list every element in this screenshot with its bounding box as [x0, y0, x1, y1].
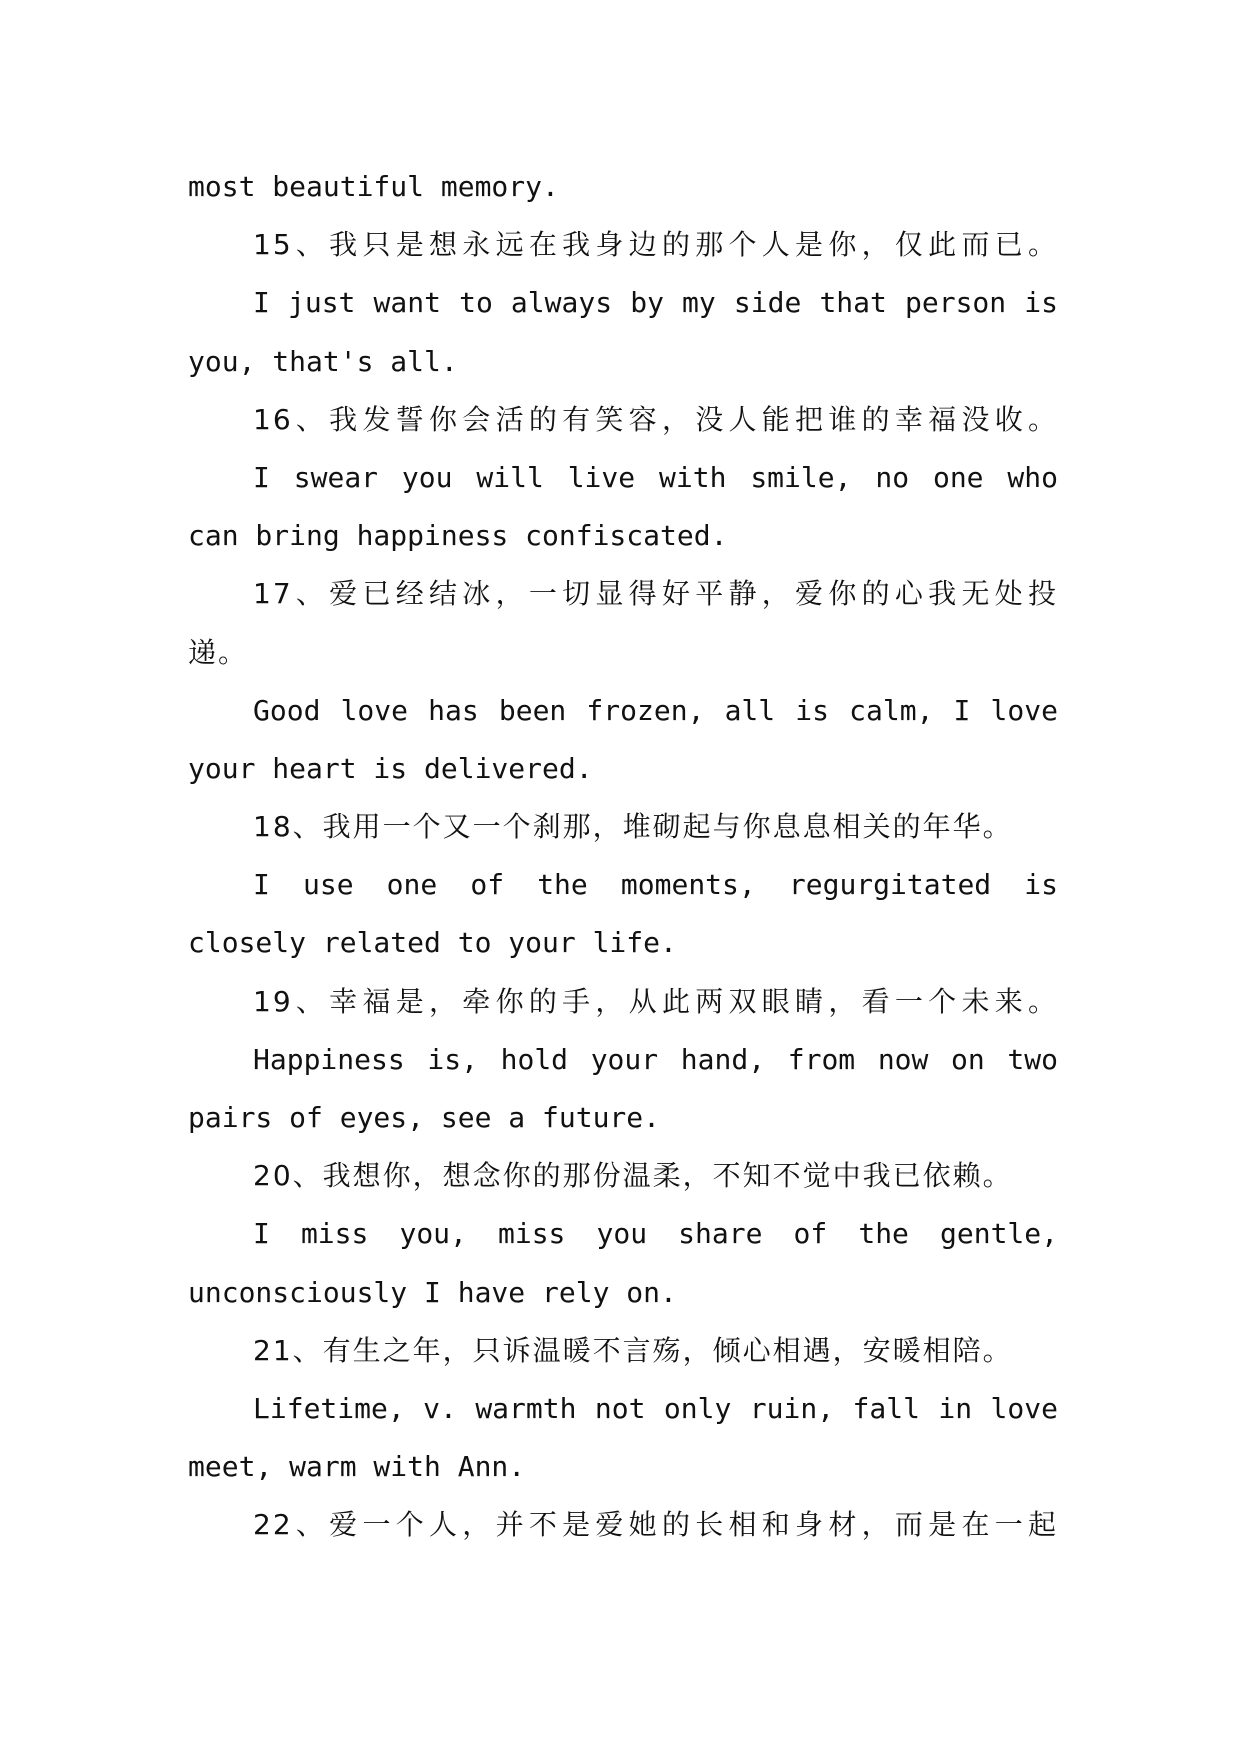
quote-english-line: you, that's all.: [188, 344, 458, 378]
numbered-quote-chinese: 15、我只是想永远在我身边的那个人是你，仅此而已。: [253, 228, 1058, 262]
quote-english-line: Lifetime, v. warmth not only ruin, fall in love: [253, 1391, 1058, 1425]
quote-english-line: I just want to always by my side that person is: [253, 286, 1058, 320]
numbered-quote-chinese: 22、爱一个人，并不是爱她的长相和身材，而是在一起: [253, 1508, 1058, 1542]
quote-english-line: meet, warm with Ann.: [188, 1450, 526, 1484]
quote-english-line: closely related to your life.: [188, 926, 677, 960]
quote-english-line: I use one of the moments, regurgitated is: [253, 868, 1058, 902]
quote-english-line: pairs of eyes, see a future.: [188, 1101, 661, 1134]
quote-english-line: your heart is delivered.: [188, 751, 593, 785]
numbered-quote-chinese: 21、有生之年，只诉温暖不言殇，倾心相遇，安暖相陪。: [253, 1333, 1013, 1367]
document-body: [188, 158, 1058, 1555]
numbered-quote-chinese: 16、我发誓你会活的有笑容，没人能把谁的幸福没收。: [253, 402, 1058, 436]
quote-english-line: unconsciously I have rely on.: [188, 1275, 677, 1309]
quote-english-line: can bring happiness confiscated.: [188, 519, 728, 553]
numbered-quote-chinese: 18、我用一个又一个刹那，堆砌起与你息息相关的年华。: [253, 810, 1013, 844]
numbered-quote-chinese: 17、爱已经结冰，一切显得好平静，爱你的心我无处投: [253, 577, 1058, 611]
text-line: most beautiful memory.: [188, 170, 559, 203]
numbered-quote-chinese: 19、幸福是，牵你的手，从此两双眼睛，看一个未来。: [253, 984, 1058, 1018]
quote-english-line: Good love has been frozen, all is calm, I love: [253, 693, 1058, 727]
quote-english-line: I swear you will live with smile, no one who: [253, 460, 1058, 494]
numbered-quote-chinese: 20、我想你，想念你的那份温柔，不知不觉中我已依赖。: [253, 1159, 1013, 1193]
quote-chinese-line: 递。: [188, 635, 249, 669]
quote-english-line: I miss you, miss you share of the gentle,: [253, 1217, 1058, 1251]
quote-english-line: Happiness is, hold your hand, from now on two: [253, 1042, 1058, 1076]
